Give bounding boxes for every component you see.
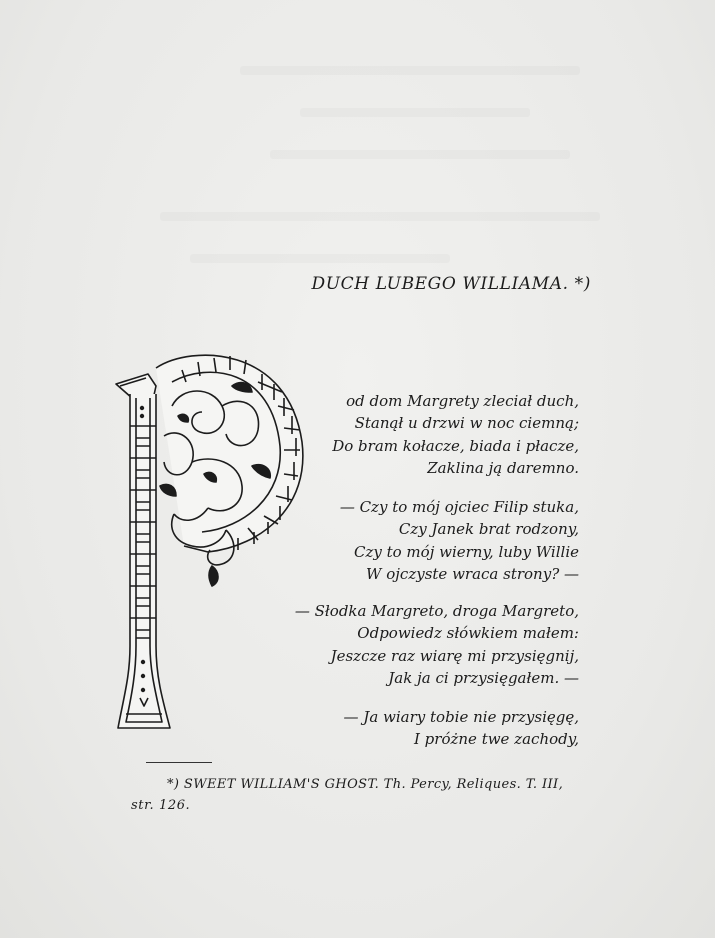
bleed-through-text [270,150,570,159]
verse-line: Odpowiedz słówkiem małem: [357,624,579,643]
bleed-through-text [190,254,450,263]
poem-title: DUCH LUBEGO WILLIAMA. *) [311,274,591,294]
verse-line: Zaklina ją daremno. [427,458,579,477]
verse-line: Jeszcze raz wiarę mi przysięgnij, [330,646,579,665]
verse-line: Stanął u drzwi w noc ciemną; [354,414,579,433]
verse-line: Jak ja ci przysięgałem. — [388,668,579,687]
decorated-initial-p [112,346,308,742]
footnote [131,774,601,816]
verse-line: Do bram kołacze, biada i płacze, [332,436,579,455]
verse-line: — Czy to mój ojciec Filip stuka, [339,498,579,516]
stanza-3 [295,600,579,689]
verse-line: — Słodka Margreto, droga Margreto, [294,602,579,620]
footnote-divider [146,762,212,763]
verse-line: — Ja wiary tobie nie przysięgę, [343,708,579,726]
verse-line: W ojczyste wraca strony? — [366,564,579,583]
footnote-line: str. 126. [131,798,191,813]
verse-line: Czy Janek brat rodzony, [398,520,579,539]
stanza-4 [344,706,579,751]
stanza-2 [340,496,579,585]
verse-line: I próżne twe zachody, [413,730,579,749]
footnote-line: *) SWEET WILLIAM'S GHOST. Th. Percy, Reliques. T. III, [167,777,564,792]
bleed-through-text [160,212,600,221]
bleed-through-text [300,108,530,117]
verse-line: od dom Margrety zleciał duch, [346,392,579,410]
stanza-1 [332,390,579,479]
bleed-through-text [240,66,580,75]
verse-line: Czy to mój wierny, luby Willie [353,542,579,561]
